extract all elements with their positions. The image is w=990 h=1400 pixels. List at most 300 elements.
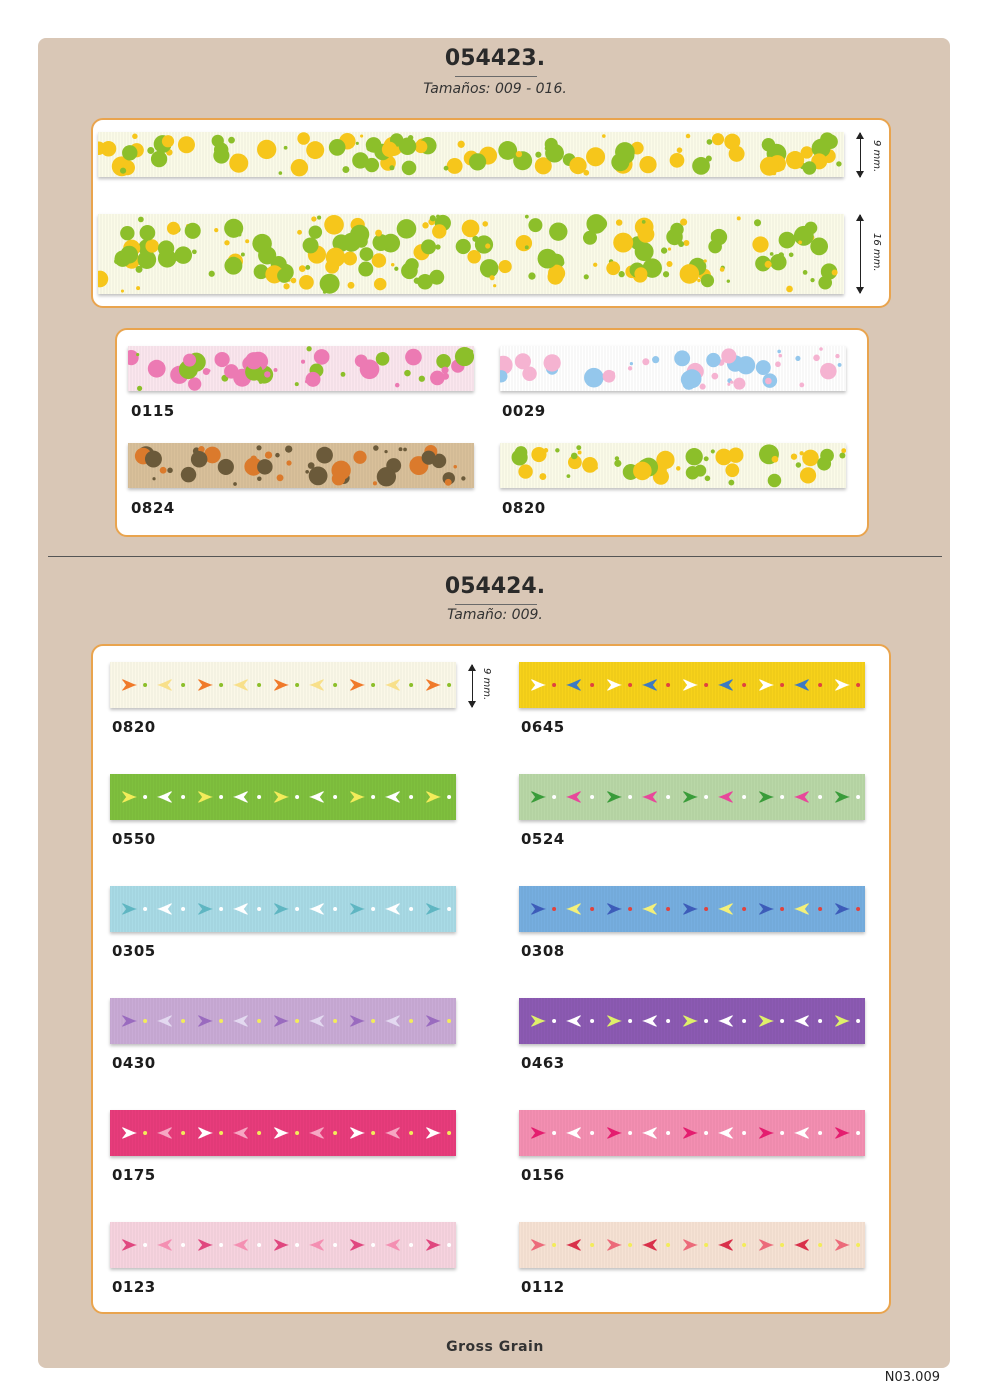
color-code-0029: 0029 [502,402,546,420]
dot-motif [818,1131,822,1135]
polka-dot [279,171,283,175]
polka-dot [444,166,449,171]
polka-dot [461,476,465,480]
dimension-label-9mm: 9 mm. [481,668,492,701]
polka-dot [576,445,581,450]
polka-dot [760,157,779,176]
polka-dot [402,161,417,176]
polka-dot [547,269,563,285]
dot-motif [704,1131,708,1135]
dot-motif [333,1019,337,1023]
dot-motif [704,1019,708,1023]
polka-dot [549,222,567,240]
polka-dot [515,353,531,369]
dot-motif [333,1243,337,1247]
dot-motif [181,1131,185,1135]
dot-motif [742,683,746,687]
dot-motif [818,795,822,799]
polka-dot [241,253,245,257]
ribbon-swatch-0430 [110,998,456,1044]
dot-motif [818,907,822,911]
polka-dot [175,246,193,264]
polka-dot [432,224,446,238]
heart-motif [759,679,774,690]
dot-motif [628,1019,632,1023]
polka-dot [414,140,427,153]
polka-dot [727,383,730,386]
ribbon-swatch-0463 [519,998,865,1044]
dot-motif [818,683,822,687]
polka-dot [299,265,306,272]
section-subtitle-size: Tamaño: 009. [447,607,543,623]
polka-dot [256,445,261,450]
polka-dot [778,354,782,358]
polka-dot [228,137,235,144]
dot-motif [666,1243,670,1247]
polka-dot [277,268,291,282]
polka-dot [151,151,167,167]
polka-dot [584,368,604,388]
polka-dot [583,170,589,176]
polka-dot [613,233,633,253]
polka-dot [356,142,359,145]
ribbon-16mm-dots [98,214,844,294]
polka-dot [436,354,451,369]
heart-motif [122,791,137,802]
ribbon-swatch-0524 [519,774,865,820]
color-code-0156: 0156 [521,1166,565,1184]
dot-motif [818,1019,822,1023]
polka-dot [680,219,687,226]
polka-dot [682,369,701,388]
polka-dot [705,475,711,481]
polka-dot [704,456,709,461]
section-title-054424: 054424. [444,574,546,599]
polka-dot [678,355,684,361]
polka-dot [250,455,256,461]
heart-motif [642,1239,657,1250]
polka-dot [661,247,667,253]
dot-motif [219,1019,223,1023]
dot-motif [409,1019,413,1023]
polka-dot [162,135,174,147]
polka-dot [257,140,276,159]
polka-dot [555,448,559,452]
polka-dot [712,373,719,380]
polka-dot [704,259,707,262]
polka-dot [419,376,425,382]
ribbon-swatch-0820 [500,443,846,488]
polka-dot [120,168,126,174]
polka-dot [441,367,448,374]
polka-dot [712,133,724,145]
ribbon-swatch-0824 [128,443,474,488]
material-label: Gross Grain [446,1339,544,1355]
polka-dot [786,151,804,169]
polka-dot [730,380,733,383]
dot-motif [628,1243,632,1247]
polka-dot [152,477,155,480]
polka-dot [399,138,417,156]
polka-dot [539,473,546,480]
heart-motif [759,1015,774,1026]
dot-motif [181,1243,185,1247]
title-underline [455,76,537,77]
polka-dot [482,221,488,227]
heart-motif [759,1127,774,1138]
polka-dot [145,239,158,252]
dot-motif [704,907,708,911]
polka-dot [374,278,387,291]
polka-dot [678,241,684,247]
polka-dot [265,451,272,458]
polka-dot [360,247,374,261]
color-code-0115: 0115 [131,402,175,420]
polka-dot [395,383,400,388]
color-code-0123: 0123 [112,1278,156,1296]
dot-motif [447,1131,451,1135]
polka-dot [680,264,700,284]
polka-dot [373,481,377,485]
polka-dot [397,219,417,239]
polka-dot [297,230,302,235]
heart-motif [122,1015,137,1026]
polka-dot [639,156,656,173]
polka-dot [436,215,440,219]
dot-motif [628,683,632,687]
polka-dot [233,482,237,486]
dot-motif [742,907,746,911]
dot-motif [856,1243,860,1247]
polka-dot [422,222,428,228]
polka-dot [516,151,522,157]
polka-dot [277,474,284,481]
polka-dot [770,252,774,256]
polka-dot [421,239,436,254]
polka-dot [283,283,289,289]
polka-dot [635,242,654,261]
dot-motif [409,907,413,911]
polka-dot [525,215,529,219]
heart-motif [531,791,546,802]
polka-dot [789,252,794,257]
dot-motif [742,1019,746,1023]
dot-motif [818,1243,822,1247]
polka-dot [295,382,299,386]
polka-dot [518,464,532,478]
dot-motif [447,1243,451,1247]
polka-dot [365,158,379,172]
polka-dot [602,134,606,138]
polka-dot [642,220,646,224]
polka-dot [303,237,319,253]
polka-dot [140,225,156,241]
dot-motif [856,1131,860,1135]
polka-dot [468,349,473,354]
polka-dot [775,361,781,367]
section-title-054423: 054423. [444,46,546,71]
dot-motif [780,907,784,911]
polka-dot [611,153,629,171]
polka-dot [803,161,817,175]
polka-dot [137,386,142,391]
polka-dot [676,466,681,471]
dot-motif [257,907,261,911]
polka-dot [191,451,208,468]
polka-dot [297,132,310,145]
dot-motif [447,683,451,687]
polka-dot [447,158,463,174]
polka-dot [836,161,841,166]
polka-dot [332,472,345,485]
polka-dot [838,363,842,367]
dot-motif [371,1243,375,1247]
polka-dot [558,260,564,266]
polka-dot [677,147,683,153]
polka-dot [458,141,465,148]
polka-dot [391,263,394,266]
polka-dot [147,147,154,154]
polka-dot [810,278,814,282]
polka-dot [686,134,691,139]
polka-dot [224,240,229,245]
polka-dot [670,153,685,168]
polka-dot [299,275,314,290]
dot-motif [666,907,670,911]
dimension-label-9mm: 9 mm. [871,140,882,173]
dot-motif [780,683,784,687]
polka-dot [342,166,349,173]
dot-motif [628,1131,632,1135]
polka-dot [417,274,433,290]
polka-dot [160,467,167,474]
dot-motif [257,1243,261,1247]
polka-dot [399,447,403,451]
polka-dot [389,165,394,170]
ribbon-swatch-0175 [110,1110,456,1156]
heart-motif [350,903,365,914]
dimension-arrow-16mm [860,215,861,293]
polka-dot [796,462,801,467]
ribbon-swatch-0305 [110,886,456,932]
polka-dot [291,278,297,284]
polka-dot [593,263,597,267]
heart-motif [642,679,657,690]
polka-dot [765,378,772,385]
polka-dot [841,448,846,453]
heart-motif [531,1239,546,1250]
polka-dot [343,252,357,266]
polka-dot [167,468,173,474]
polka-dot [531,447,546,462]
dot-motif [219,1131,223,1135]
dot-motif [219,683,223,687]
polka-dot [138,217,144,223]
polka-dot [634,267,647,280]
dot-motif [590,795,594,799]
polka-dot [136,286,140,290]
dot-motif [181,795,185,799]
dot-motif [181,1019,185,1023]
polka-dot [317,216,321,220]
dot-motif [552,1243,556,1247]
polka-dot [324,215,344,235]
color-code-0175: 0175 [112,1166,156,1184]
polka-dot [178,136,195,153]
polka-dot [752,236,768,252]
polka-dot [593,217,607,231]
heart-motif [122,679,137,690]
polka-dot [453,465,456,468]
polka-dot [786,286,793,293]
color-code-0820: 0820 [502,499,546,517]
polka-dot [652,356,659,363]
ribbon-swatch-0820 [110,662,456,708]
heart-motif [233,679,248,690]
polka-dot [209,271,215,277]
dot-motif [780,1243,784,1247]
polka-dot [835,354,839,358]
polka-dot [711,449,715,453]
dot-motif [856,795,860,799]
dot-motif [780,1019,784,1023]
polka-dot [795,356,800,361]
polka-dot [619,271,625,277]
polka-dot [121,290,124,293]
polka-dot [819,347,823,351]
heart-ribbons-card [91,644,891,1314]
polka-dot [817,457,831,471]
polka-dot [230,154,244,168]
polka-dot [839,452,845,458]
ribbon-swatch-0112 [519,1222,865,1268]
polka-dot [404,370,411,377]
dot-motif [590,1243,594,1247]
polka-dot [214,228,218,232]
polka-dot [372,253,386,267]
polka-dot [638,226,655,243]
dimension-label-16mm: 16 mm. [871,233,882,272]
polka-dot [516,235,532,251]
polka-dot [376,352,390,366]
polka-dot [701,274,714,287]
heart-motif [350,1127,365,1138]
polka-dot [366,145,373,152]
polka-dot [358,262,373,277]
polka-dot [214,352,229,367]
polka-dot [308,462,315,469]
polka-dot [480,259,499,278]
polka-dot [499,260,512,273]
polka-dot [525,245,529,249]
polka-dot [305,265,310,270]
dot-motif [409,1131,413,1135]
polka-dot [578,451,582,455]
heart-motif [350,791,365,802]
dot-motif [666,683,670,687]
color-code-0550: 0550 [112,830,156,848]
polka-dot [724,134,740,150]
dot-motif [590,683,594,687]
dot-motif [552,907,556,911]
polka-dot [800,467,816,483]
polka-dot [583,231,597,245]
polka-dot [316,447,333,464]
heart-motif [642,1015,657,1026]
color-code-0430: 0430 [112,1054,156,1072]
dot-motif [666,795,670,799]
heart-motif [759,903,774,914]
dimension-arrow-9mm [472,665,473,707]
color-code-0820: 0820 [112,718,156,736]
color-code-0824: 0824 [131,499,175,517]
title-underline [455,604,537,605]
polka-dot [614,460,621,467]
polka-dot [132,134,138,140]
ribbon-swatch-0308 [519,886,865,932]
polka-dot [394,267,398,271]
polka-dot [721,348,736,363]
dot-motif [257,1019,261,1023]
polka-dot [735,385,740,390]
dot-motif [295,1131,299,1135]
heart-motif [531,679,546,690]
polka-dot [353,451,366,464]
dot-motif [552,1131,556,1135]
polka-dot [754,219,761,226]
color-code-0463: 0463 [521,1054,565,1072]
polka-dot [727,279,730,282]
polka-dot [275,453,280,458]
polka-dot [181,467,196,482]
dot-motif [628,795,632,799]
color-code-0524: 0524 [521,830,565,848]
polka-dot [384,450,387,453]
dot-motif [780,795,784,799]
polka-dot [377,467,396,486]
polka-dot [224,364,238,378]
dimension-arrow-9mm [860,133,861,177]
polka-dot [616,219,622,225]
dot-motif [371,1131,375,1135]
polka-dot [538,249,558,269]
polka-dot [694,465,706,477]
polka-dot [728,480,734,486]
heart-motif [642,903,657,914]
dot-motif [856,1019,860,1023]
polka-dot [183,354,196,367]
dot-motif [295,1019,299,1023]
polka-dot [213,147,229,163]
dot-motif [143,1131,147,1135]
heart-motif [233,903,248,914]
polka-dot [323,290,326,293]
dot-motif [856,907,860,911]
dot-motif [143,1019,147,1023]
polka-dot [606,261,620,275]
dot-motif [219,795,223,799]
heart-motif [531,1127,546,1138]
polka-dot [777,350,781,354]
polka-dot [720,267,725,272]
polka-dot [528,272,535,279]
polka-dot [435,244,440,249]
heart-motif [233,1015,248,1026]
polka-dot [633,462,652,481]
dot-motif [219,907,223,911]
polka-dot [630,362,633,365]
heart-motif [350,1239,365,1250]
